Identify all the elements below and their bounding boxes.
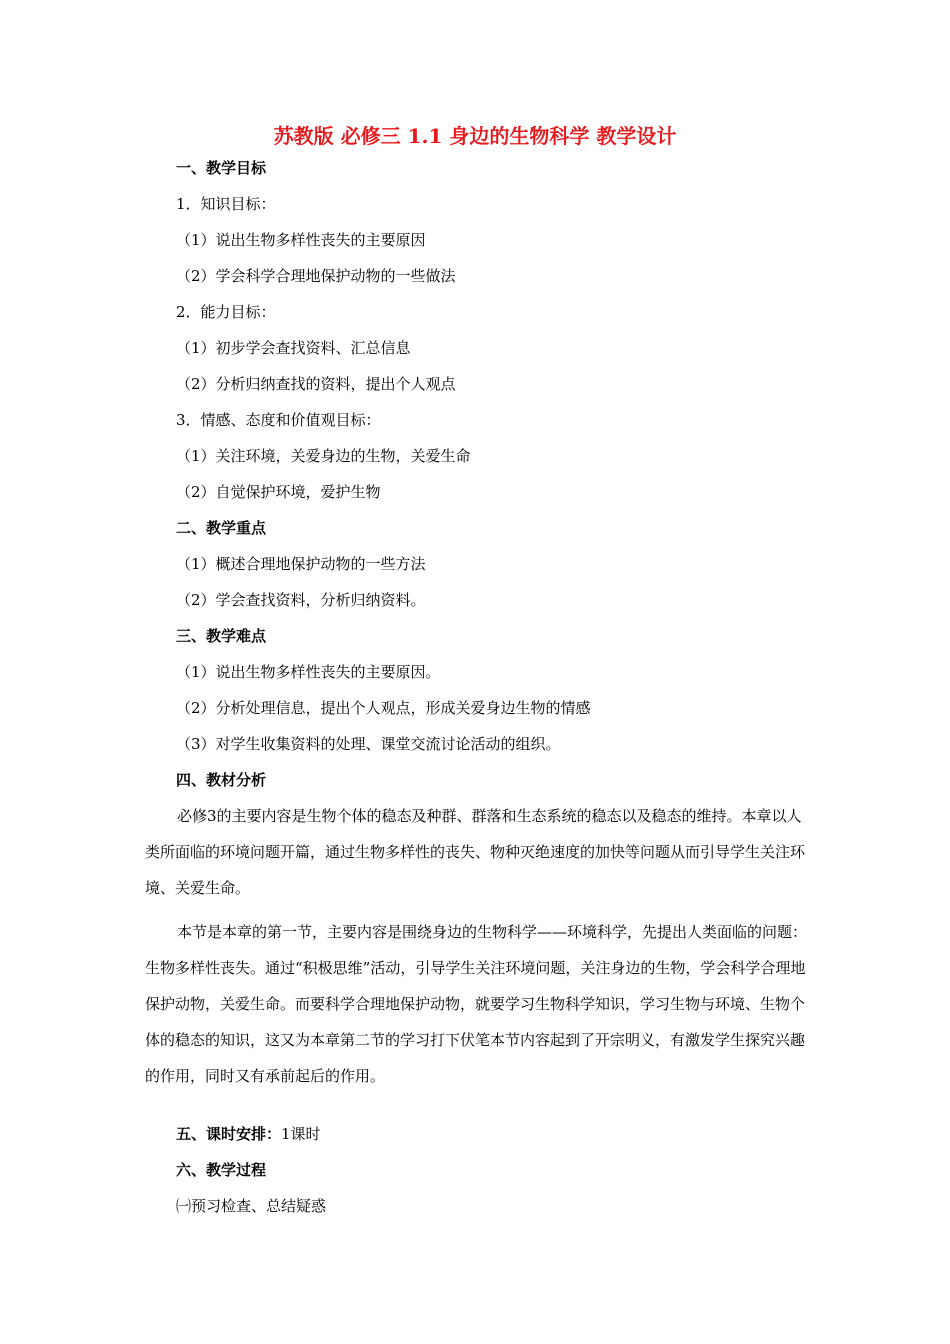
difficulty-item: （2）分析处理信息，提出个人观点，形成关爱身边生物的情感: [176, 699, 591, 717]
section-heading-objectives: 一、教学目标: [176, 159, 267, 177]
difficulty-item: （3）对学生收集资料的处理、课堂交流讨论活动的组织。: [176, 735, 561, 753]
key-point-item: （2）学会查找资料，分析归纳资料。: [176, 591, 426, 609]
emotion-goal-item: （2）自觉保护环境，爱护生物: [176, 483, 381, 501]
schedule-value: 1课时: [281, 1125, 321, 1143]
section-heading-key-points: 二、教学重点: [176, 519, 267, 537]
document-title: 苏教版 必修三 1.1 身边的生物科学 教学设计: [273, 124, 677, 148]
section-heading-process: 六、教学过程: [176, 1161, 267, 1179]
ability-goal-item: （1）初步学会查找资料、汇总信息: [176, 339, 411, 357]
knowledge-goal-item: （1）说出生物多样性丧失的主要原因: [176, 231, 426, 249]
section-heading-difficulties: 三、教学难点: [176, 627, 267, 645]
emotion-goal-item: （1）关注环境，关爱身边的生物，关爱生命: [176, 447, 471, 465]
knowledge-goal-title: 1．知识目标：: [176, 195, 276, 213]
analysis-paragraph: 必修3的主要内容是生物个体的稳态及种群、群落和生态系统的稳态以及稳态的维持。本章以人类所面临的环境问题开篇，通过生物多样性的丧失、物种灭绝速度的加快等问题从而引导学生关注环境、关爱生命。: [145, 807, 806, 897]
section-heading-schedule: 五、课时安排：: [176, 1125, 282, 1143]
schedule-line: [176, 1123, 321, 1145]
key-point-item: （1）概述合理地保护动物的一些方法: [176, 555, 426, 573]
process-item: ㈠预习检查、总结疑惑: [176, 1197, 327, 1215]
analysis-paragraph: 本节是本章的第一节，主要内容是围绕身边的生物科学——环境科学，先提出人类面临的问题：生物多样性丧失。通过“积极思维”活动，引导学生关注环境问题，关注身边的生物，学会科学合理地保护动物，关爱生命。而要科学合理地保护动物，就要学习生物科学知识，学习生物与环境、生物个体的稳态的知识，这又为本章第二节的学习打下伏笔本节内容起到了开宗明义，有激发学生探究兴趣的作用，同时又有承前起后的作用。: [145, 923, 808, 1085]
emotion-goal-title: 3．情感、态度和价值观目标：: [176, 411, 381, 429]
section-heading-material-analysis: 四、教材分析: [176, 771, 267, 789]
knowledge-goal-item: （2）学会科学合理地保护动物的一些做法: [176, 267, 456, 285]
difficulty-item: （1）说出生物多样性丧失的主要原因。: [176, 663, 441, 681]
ability-goal-item: （2）分析归纳查找的资料，提出个人观点: [176, 375, 456, 393]
ability-goal-title: 2．能力目标：: [176, 303, 276, 321]
